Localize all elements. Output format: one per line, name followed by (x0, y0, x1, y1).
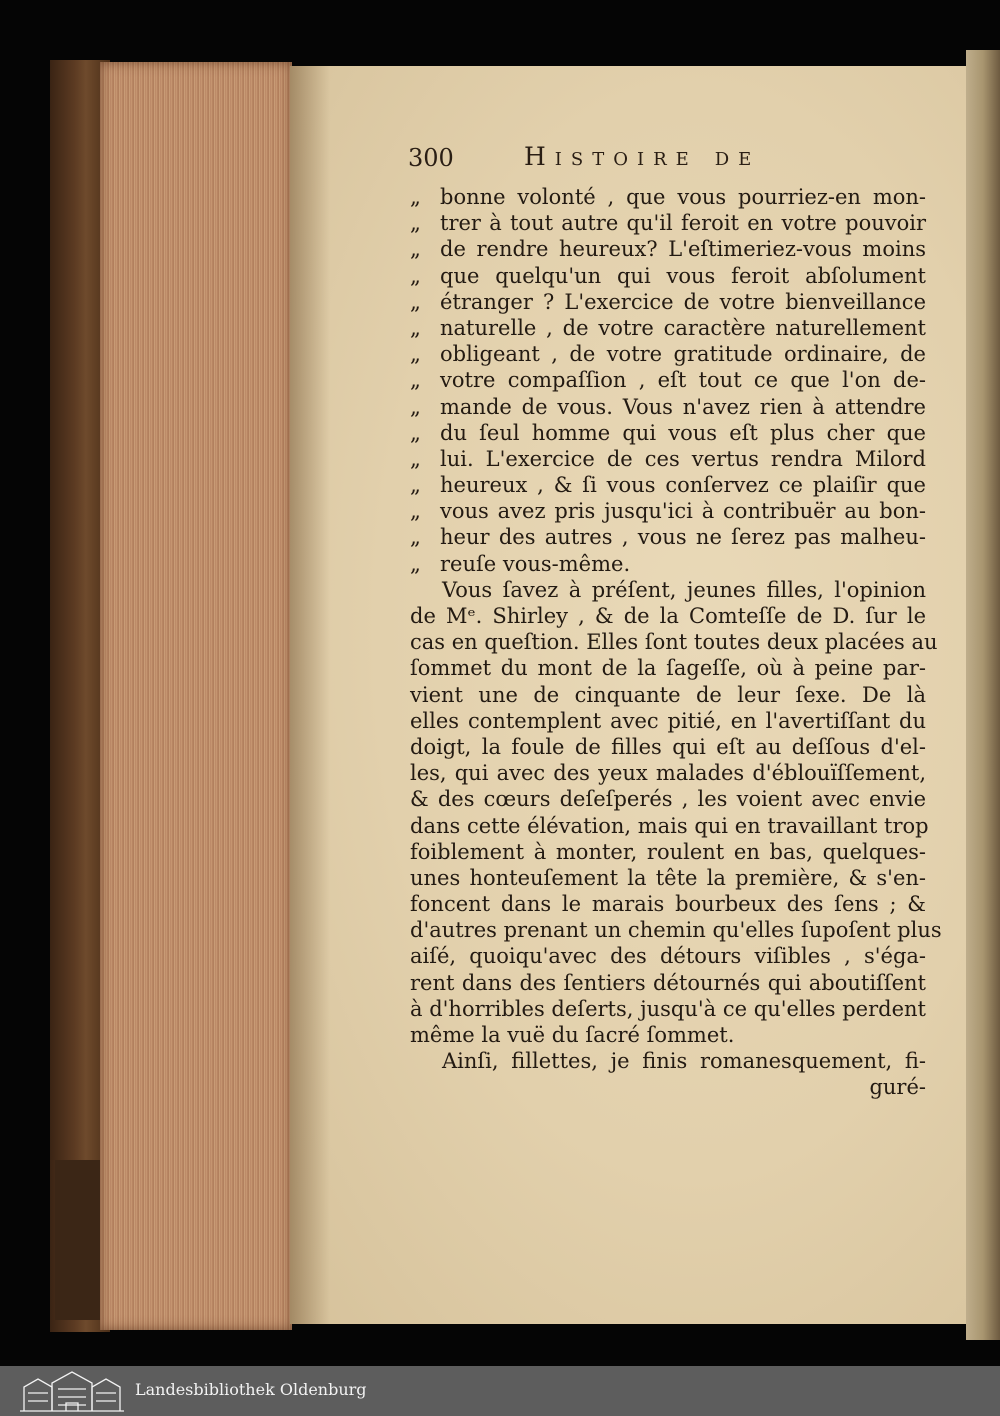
text-line: à d'horribles deſerts, jusqu'à ce qu'elles perdent (410, 996, 926, 1021)
text-line: de Mᵉ. Shirley , & de la Comteſſe de D. ſur le (410, 604, 926, 628)
library-name: Landesbibliothek Oldenburg (135, 1380, 367, 1399)
quoted-passage (410, 184, 926, 577)
text-line: ſommet du mont de la ſageſſe, où à peine par- (410, 656, 926, 681)
page-number: 300 (408, 144, 454, 172)
text-line: „ du ſeul homme qui vous eſt plus cher que (410, 420, 926, 446)
text-line: les, qui avec des yeux malades d'éblouïſſement, (410, 761, 926, 786)
text-line: „ mande de vous. Vous n'avez rien à attendre (410, 394, 926, 420)
page-gutter-shadow (290, 66, 330, 1324)
text-line: d'autres prenant un chemin qu'elles ſupoſent plus (410, 918, 942, 943)
library-building-icon (18, 1369, 126, 1413)
text-line: „ de rendre heureux? L'eſtimeriez-vous moins (410, 236, 926, 262)
footer-bar (0, 1366, 1000, 1416)
page-text (410, 184, 942, 1101)
text-line: elles contemplent avec pitié, en l'avertiſſant du (410, 708, 926, 733)
text-line: „ obligeant , de votre gratitude ordinaire, de (410, 341, 926, 367)
text-line: même la vuë du ſacré ſommet. (410, 1023, 735, 1047)
facing-page-edge (966, 50, 1000, 1340)
text-line: rent dans des ſentiers détournés qui aboutiſſent (410, 970, 926, 995)
text-line: „ heureux , & ſi vous conſervez ce plaiſir que (410, 472, 926, 498)
page-header (408, 140, 928, 180)
text-line: „ naturelle , de votre caractère naturellement (410, 315, 926, 341)
text-line: dans cette élévation, mais qui en travaillant trop (410, 813, 929, 838)
text-line: „ votre compaſſion , eſt tout ce que l'on de- (410, 367, 926, 393)
text-line: foiblement à monter, roulent en bas, quelques- (410, 839, 926, 864)
text-line: „ vous avez pris jusqu'ici à contribuër au bon- (410, 498, 926, 524)
text-line: doigt, la foule de filles qui eſt au deſſous d'el- (410, 734, 926, 759)
text-line: vient une de cinquante de leur ſexe. De là (410, 682, 926, 707)
text-line: aiſé, quoiqu'avec des détours viſibles , s'éga- (410, 944, 926, 969)
leather-binding (55, 1160, 105, 1320)
text-line: „ trer à tout autre qu'il feroit en votre pouvoir (410, 210, 926, 236)
text-line: „ étranger ? L'exercice de votre bienveillance (410, 289, 926, 315)
text-line: Vous ſavez à préſent, jeunes filles, l'opinion (442, 577, 926, 602)
text-line: „ lui. L'exercice de ces vertus rendra Milord (410, 446, 926, 472)
text-line: „ que quelqu'un qui vous feroit abſolument (410, 263, 926, 289)
text-line: foncent dans le marais bourbeux des ſens ; & (410, 892, 926, 917)
text-line: cas en queſtion. Elles ſont toutes deux placées au (410, 630, 938, 655)
text-line: & des cœurs deſeſperés , les voient avec envie (410, 787, 926, 812)
text-line: „ heur des autres , vous ne ſerez pas malheu- (410, 524, 926, 550)
text-line: „ reuſe vous-même. (410, 551, 926, 577)
catchword: guré- (869, 1075, 926, 1100)
text-line: unes honteuſement la tête la première, & s'en- (410, 865, 926, 890)
page-edges (100, 62, 292, 1330)
text-line: „ bonne volonté , que vous pourriez-en mon- (410, 184, 926, 210)
paragraph (410, 577, 942, 1048)
running-title: Histoire de (524, 142, 761, 171)
final-line: Ainſi, fillettes, je finis romanesquement, fi- (442, 1049, 926, 1074)
